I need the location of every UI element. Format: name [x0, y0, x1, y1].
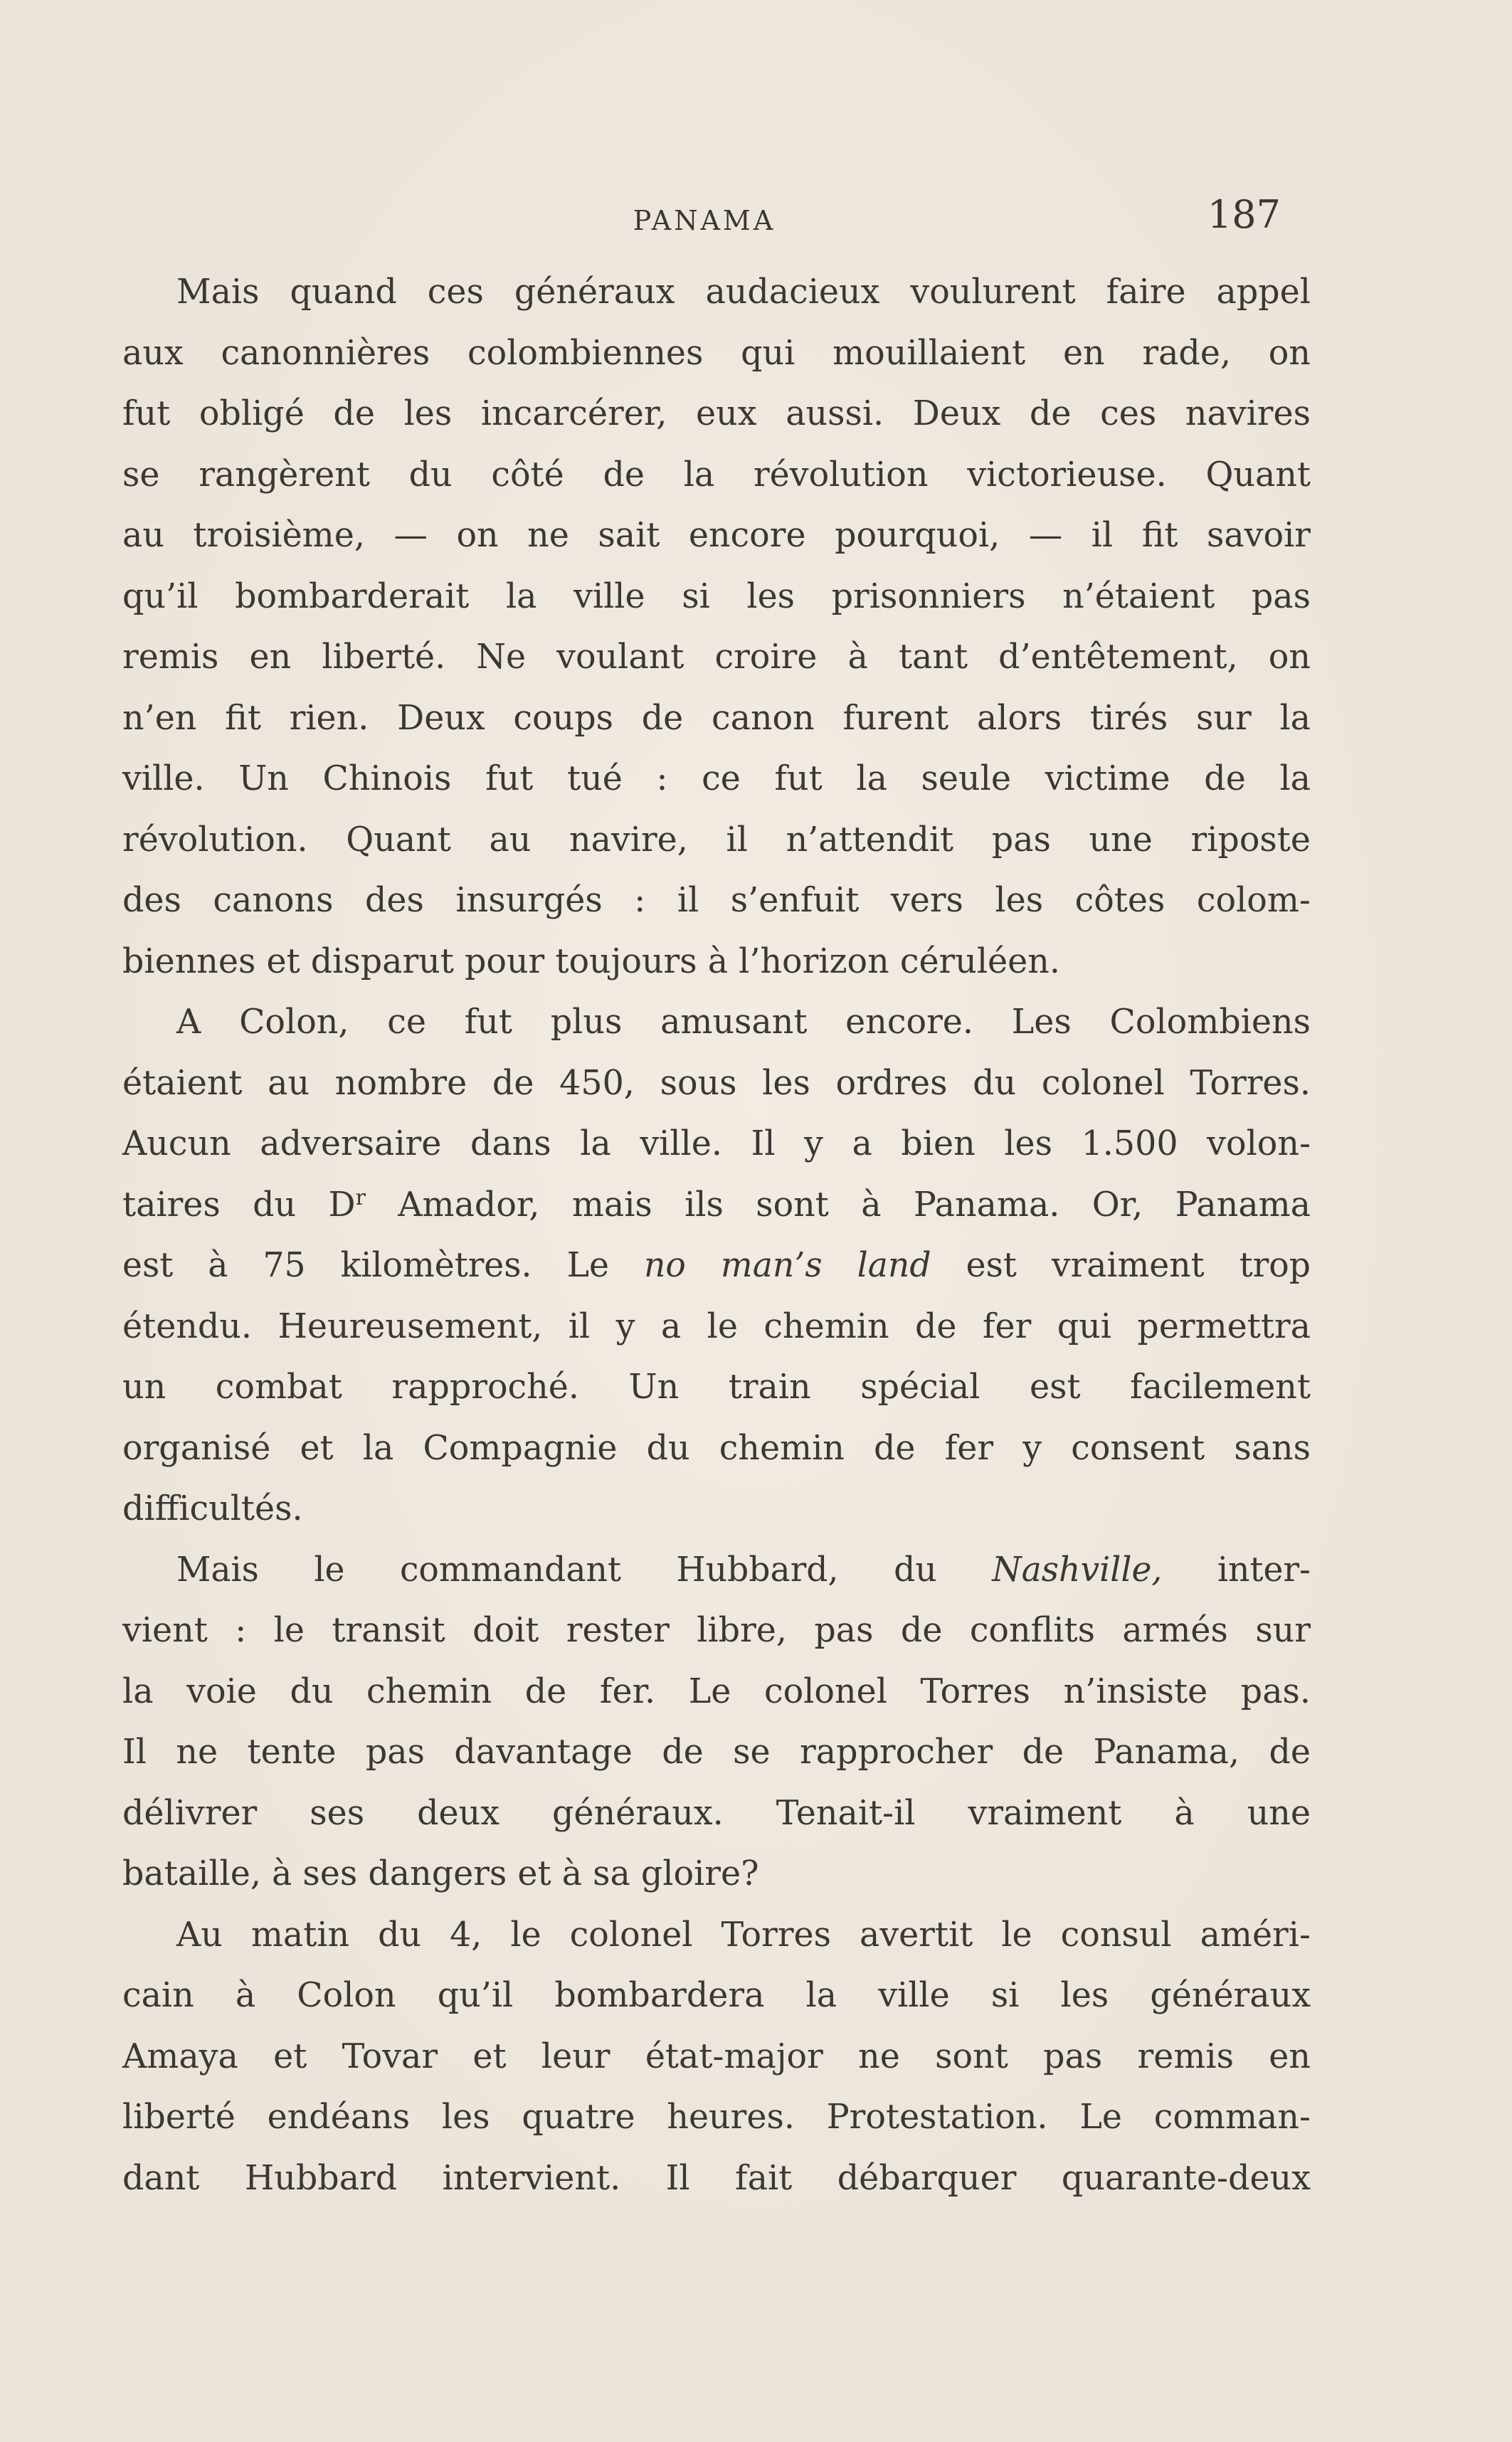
- text-segment: inter-: [1162, 1550, 1311, 1590]
- text-line: [122, 1175, 1311, 1236]
- running-title: PANAMA: [633, 205, 776, 236]
- text-segment: est vraiment trop: [931, 1246, 1311, 1285]
- text-line: biennes et disparut pour toujours à l’horizon céruléen.: [122, 941, 1060, 981]
- text-segment: taires du D: [122, 1185, 356, 1225]
- text-line: révolution. Quant au navire, il n’attendit pas une riposte: [122, 820, 1311, 860]
- text-line: dant Hubbard intervient. Il fait débarquer quarante-deux: [122, 2158, 1311, 2198]
- text-line: A Colon, ce fut plus amusant encore. Les Colombiens: [176, 1003, 1311, 1042]
- superscript: r: [355, 1185, 366, 1210]
- text-line: bataille, à ses dangers et à sa gloire?: [122, 1854, 759, 1893]
- text-line: des canons des insurgés : il s’enfuit vers les côtes colom-: [122, 881, 1311, 920]
- text-line: ville. Un Chinois fut tué : ce fut la seule victime de la: [122, 759, 1311, 798]
- page-number: 187: [1207, 192, 1281, 237]
- text-line: délivrer ses deux généraux. Tenait-il vraiment à une: [122, 1793, 1311, 1833]
- text-segment: Amador, mais ils sont à Panama. Or, Panama: [365, 1185, 1311, 1225]
- text-line: étendu. Heureusement, il y a le chemin de fer qui permettra: [122, 1306, 1311, 1346]
- text-line: Mais quand ces généraux audacieux voulurent faire appel: [176, 273, 1311, 312]
- text-line: organisé et la Compagnie du chemin de fer y consent sans: [122, 1428, 1311, 1468]
- text-line: Amaya et Tovar et leur état-major ne sont pas remis en: [122, 2036, 1311, 2076]
- text-line: difficultés.: [122, 1489, 303, 1528]
- text-line: vient : le transit doit rester libre, pas de conflits armés sur: [122, 1611, 1311, 1650]
- text-line: la voie du chemin de fer. Le colonel Torres n’insiste pas.: [122, 1671, 1311, 1711]
- text-line: fut obligé de les incarcérer, eux aussi. Deux de ces navires: [122, 394, 1311, 433]
- text-line: se rangèrent du côté de la révolution victorieuse. Quant: [122, 455, 1311, 495]
- text-line: liberté endéans les quatre heures. Protestation. Le comman-: [122, 2098, 1311, 2137]
- text-line: un combat rapproché. Un train spécial est facilement: [122, 1368, 1311, 1407]
- text-line: Au matin du 4, le colonel Torres avertit le consul améri-: [176, 1915, 1311, 1955]
- text-line: [122, 1540, 1311, 1601]
- italic-text: Nashville,: [992, 1550, 1163, 1590]
- running-head: [121, 192, 1288, 242]
- text-line: au troisième, — on ne sait encore pourquoi, — il fit savoir: [122, 516, 1311, 555]
- italic-text: no man’s land: [643, 1246, 931, 1285]
- text-segment: Mais le commandant Hubbard, du: [176, 1550, 993, 1590]
- text-line: remis en liberté. Ne voulant croire à tant d’entêtement, on: [122, 638, 1311, 677]
- text-line: n’en fit rien. Deux coups de canon furent alors tirés sur la: [122, 698, 1311, 738]
- text-segment: est à 75 kilomètres. Le: [122, 1246, 644, 1285]
- text-line: aux canonnières colombiennes qui mouillaient en rade, on: [122, 333, 1311, 373]
- text-line: Aucun adversaire dans la ville. Il y a bien les 1.500 volon-: [122, 1124, 1311, 1163]
- text-line: qu’il bombarderait la ville si les prisonniers n’étaient pas: [122, 576, 1311, 616]
- text-line: étaient au nombre de 450, sous les ordres du colonel Torres.: [122, 1063, 1311, 1103]
- text-line: Il ne tente pas davantage de se rapprocher de Panama, de: [122, 1733, 1311, 1772]
- text-line: cain à Colon qu’il bombardera la ville si les généraux: [122, 1976, 1311, 2015]
- text-line: [122, 1235, 1311, 1296]
- body-text: [122, 262, 1311, 2209]
